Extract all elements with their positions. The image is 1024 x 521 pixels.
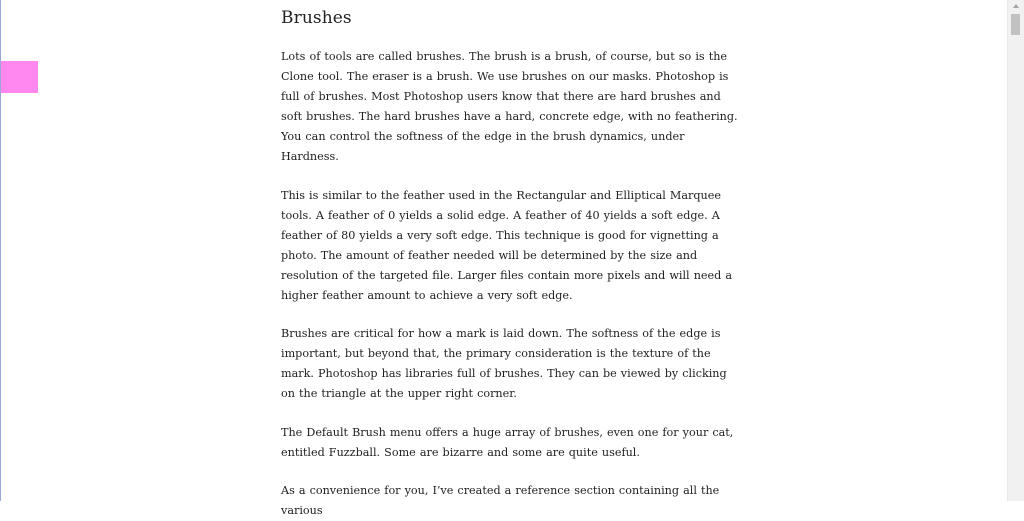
side-tab[interactable] <box>1 61 38 93</box>
article-content <box>281 6 743 521</box>
paragraph-4: The Default Brush menu offers a huge array of brushes, even one for your cat, entitled Fuzzball. Some are bizarre and some are quite useful. <box>281 425 734 459</box>
vertical-scrollbar[interactable] <box>1007 0 1024 501</box>
paragraph-2: This is similar to the feather used in the Rectangular and Elliptical Marquee tools. A feather of 0 yields a solid edge. A feather of 40 yields a soft edge. A feather of 80 yields a very soft edge. This technique is good for vignetting a photo. The amount of feather needed will be determined by the size and resolution of the targeted file. Larger files contain more pixels and will need a higher feather amount to achieve a very soft edge. <box>281 188 733 303</box>
scrollbar-thumb[interactable] <box>1011 14 1020 35</box>
paragraph-1: Lots of tools are called brushes. The brush is a brush, of course, but so is the Clone tool. The eraser is a brush. We use brushes on our masks. Photoshop is full of brushes. Most Photoshop users know that there are hard brushes and soft brushes. The hard brushes have a hard, concrete edge, with no feathering. You can control the softness of the edge in the brush dynamics, under Hardness. <box>281 50 738 164</box>
paragraph-3: Brushes are critical for how a mark is laid down. The softness of the edge is important, but beyond that, the primary consideration is the texture of the mark. Photoshop has libraries full of brushes. They can be viewed by clicking on the triangle at the upper right corner. <box>281 327 727 401</box>
chevron-up-icon[interactable] <box>1008 0 1024 13</box>
paragraph-5: As a convenience for you, I’ve created a reference section containing all the various <box>281 483 720 517</box>
page-title: Brushes <box>281 8 352 28</box>
